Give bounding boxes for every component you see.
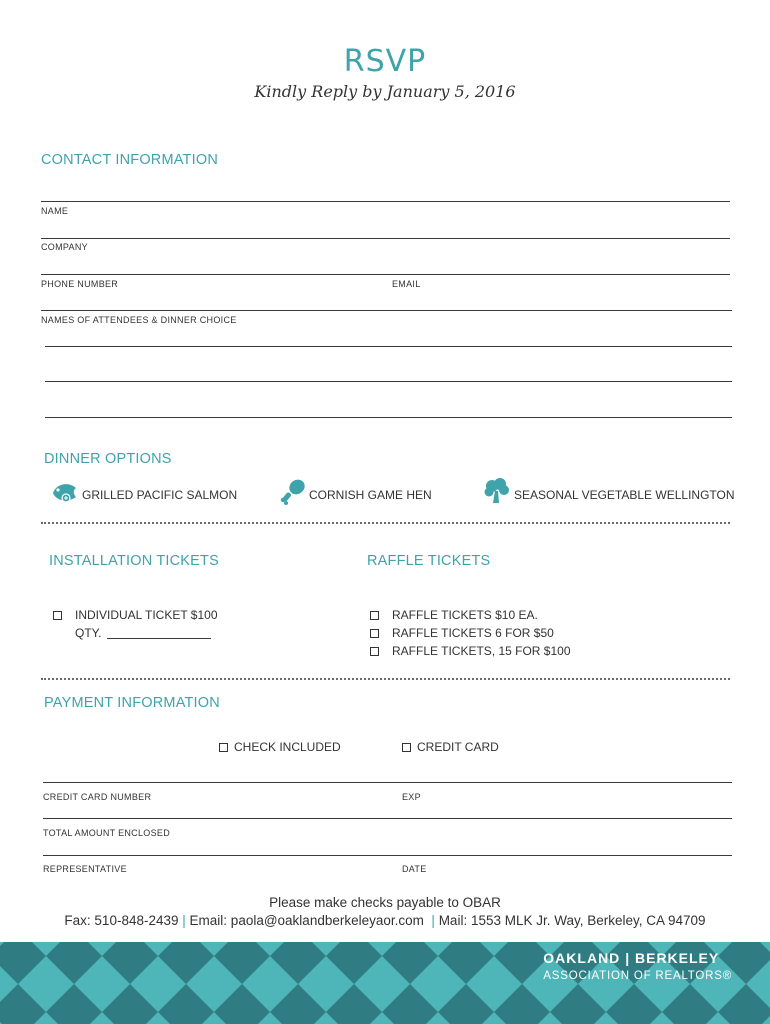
footer-separator-2: | [431,913,435,928]
divider-dotted-1 [41,522,730,524]
company-field[interactable] [41,238,730,239]
company-label: COMPANY [41,242,88,252]
date-label: DATE [402,864,427,874]
name-field[interactable] [41,201,730,202]
individual-ticket-option[interactable] [53,608,218,622]
raffle-checkbox-1[interactable] [370,611,379,620]
dinner-section-title: DINNER OPTIONS [44,451,172,467]
raffle-option-3[interactable] [370,644,571,658]
qty-row [75,626,101,640]
email-text[interactable]: Email: paola@oaklandberkeleyaor.com [189,913,424,928]
email-field[interactable] [41,310,732,311]
phone-label: PHONE NUMBER [41,279,119,289]
attendees-label: NAMES OF ATTENDEES & DINNER CHOICE [41,315,237,325]
mail-text: Mail: 1553 MLK Jr. Way, Berkeley, CA 94709 [438,913,706,928]
check-included-label: CHECK INCLUDED [234,740,341,754]
attendee-line-1[interactable] [45,346,732,347]
check-included-option[interactable] [219,740,341,754]
drumstick-icon [279,477,307,505]
phone-field[interactable] [41,274,730,275]
check-included-checkbox[interactable] [219,743,228,752]
name-label: NAME [41,206,69,216]
email-label: EMAIL [392,279,421,289]
attendee-line-2[interactable] [45,381,732,382]
dinner-option-hen: CORNISH GAME HEN [309,488,432,502]
logo-oakland: OAKLAND [543,950,621,966]
logo-separator: | [625,950,631,966]
contact-section-title: CONTACT INFORMATION [41,152,218,168]
credit-card-checkbox[interactable] [402,743,411,752]
representative-label: REPRESENTATIVE [43,864,127,874]
raffle-checkbox-2[interactable] [370,629,379,638]
attendee-line-3[interactable] [45,417,732,418]
payment-section-title: PAYMENT INFORMATION [44,695,220,711]
raffle-option-1[interactable] [370,608,538,622]
credit-card-option[interactable] [402,740,499,754]
logo-association: ASSOCIATION OF REALTORS® [543,970,732,982]
credit-card-label: CREDIT CARD [417,740,499,754]
oakland-berkeley-logo [543,950,732,982]
broccoli-icon [483,477,511,505]
individual-ticket-label: INDIVIDUAL TICKET $100 [75,608,218,622]
card-number-label: CREDIT CARD NUMBER [43,792,152,802]
raffle-section-title: RAFFLE TICKETS [367,553,491,569]
contact-footer [0,913,770,928]
logo-berkeley: BERKELEY [635,950,720,966]
payable-note: Please make checks payable to OBAR [269,895,501,910]
qty-label: QTY. [75,626,102,640]
total-amount-field[interactable] [43,818,732,819]
footer-separator-1: | [182,913,186,928]
exp-label: EXP [402,792,421,802]
raffle-label-3: RAFFLE TICKETS, 15 FOR $100 [392,644,571,658]
qty-field[interactable] [107,638,211,639]
total-amount-label: TOTAL AMOUNT ENCLOSED [43,828,170,838]
raffle-label-1: RAFFLE TICKETS $10 EA. [392,608,538,622]
dinner-option-wellington: SEASONAL VEGETABLE WELLINGTON [514,488,735,502]
individual-ticket-checkbox[interactable] [53,611,62,620]
dinner-option-salmon: GRILLED PACIFIC SALMON [82,488,238,502]
card-number-field[interactable] [43,782,732,783]
installation-section-title: INSTALLATION TICKETS [49,553,219,569]
page-title: RSVP [343,44,427,79]
raffle-label-2: RAFFLE TICKETS 6 FOR $50 [392,626,554,640]
fax-text: Fax: 510-848-2439 [64,913,179,928]
representative-field[interactable] [43,855,732,856]
raffle-option-2[interactable] [370,626,554,640]
reply-by-subtitle: Kindly Reply by January 5, 2016 [254,82,516,101]
fish-icon [50,479,80,505]
raffle-checkbox-3[interactable] [370,647,379,656]
divider-dotted-2 [41,678,730,680]
